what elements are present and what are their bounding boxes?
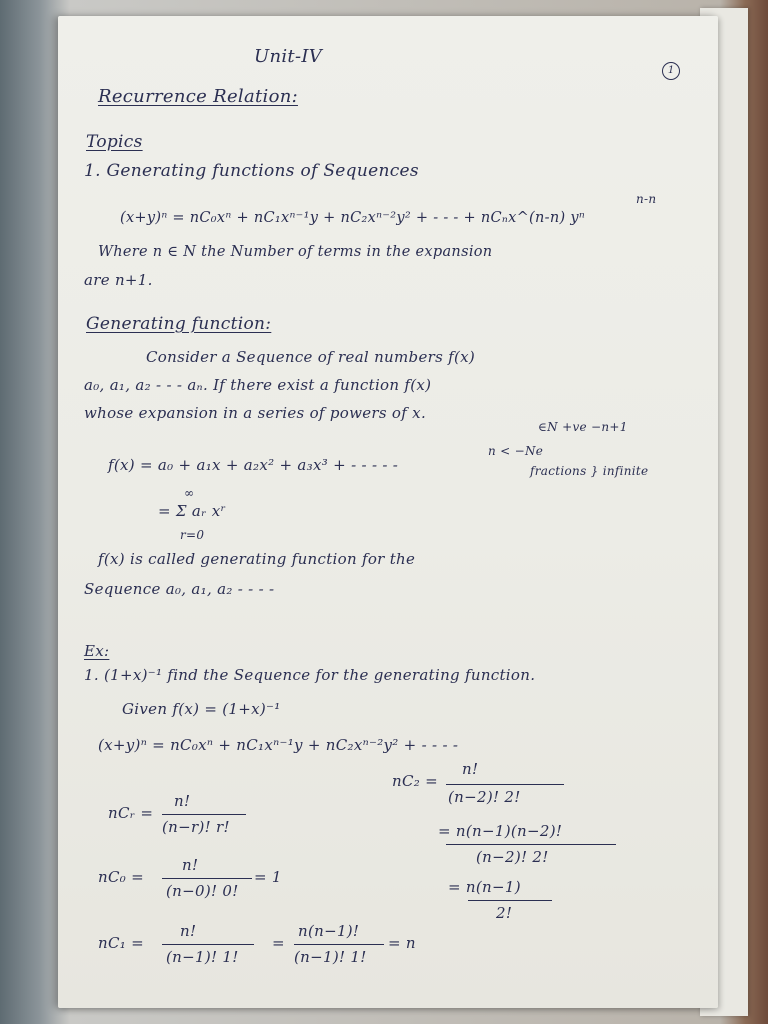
sum-lower-limit: r=0 — [180, 528, 205, 542]
called-line-1: f(x) is called generating function for the — [98, 550, 416, 568]
page-title: Recurrence Relation: — [98, 86, 298, 107]
nc0-result: = 1 — [254, 868, 282, 886]
sum-expression: = Σ aᵣ xʳ — [158, 502, 226, 520]
ncr-lhs: nCᵣ = — [108, 804, 154, 822]
nc0-numerator: n! — [182, 856, 199, 874]
nc2-final-bar — [468, 900, 552, 901]
nc1-lhs: nC₁ = — [98, 934, 144, 952]
nc1-numerator: n! — [180, 922, 197, 940]
binomial-expansion: (x+y)ⁿ = nC₀xⁿ + nC₁xⁿ⁻¹y + nC₂xⁿ⁻²y² + - - - + nCₙx^(n-n) yⁿ — [120, 210, 585, 226]
nc2-fraction-bar — [446, 784, 564, 785]
nc1-denominator: (n−1)! 1! — [166, 948, 239, 966]
unit-header: Unit-IV — [254, 46, 323, 67]
nc2-final-denominator: 2! — [496, 904, 513, 922]
nc2-final-numerator: = n(n−1) — [448, 878, 521, 896]
nc2-step-numerator: = n(n−1)(n−2)! — [438, 822, 563, 840]
gf-definition-2: a₀, a₁, a₂ - - - aₙ. If there exist a function f(x) — [84, 376, 432, 394]
example-label: Ex: — [84, 642, 110, 660]
nc0-fraction-bar — [162, 878, 252, 879]
called-line-2: Sequence a₀, a₁, a₂ - - - - — [84, 580, 275, 598]
nc2-numerator: n! — [462, 760, 479, 778]
ncr-denominator: (n−r)! r! — [162, 818, 230, 836]
topics-heading: Topics — [86, 132, 143, 152]
fx-series: f(x) = a₀ + a₁x + a₂x² + a₃x³ + - - - - - — [108, 456, 399, 474]
nc2-step-bar — [446, 844, 616, 845]
where-line-1: Where n ∈ N the Number of terms in the expansion — [98, 244, 493, 260]
expansion-2: (x+y)ⁿ = nC₀xⁿ + nC₁xⁿ⁻¹y + nC₂xⁿ⁻²y² + - - - - — [98, 736, 459, 754]
side-note-3: fractions } infinite — [530, 464, 649, 478]
nc1-result: = n — [388, 934, 416, 952]
nc1-fraction-bar — [162, 944, 254, 945]
nc2-step-denominator: (n−2)! 2! — [476, 848, 549, 866]
sum-upper-limit: ∞ — [184, 486, 195, 500]
nc0-lhs: nC₀ = — [98, 868, 144, 886]
gf-heading: Generating function: — [86, 314, 272, 334]
nc2-lhs: nC₂ = — [392, 772, 438, 790]
binomial-exponent-note: n-n — [636, 192, 657, 206]
notebook-page — [58, 16, 718, 1008]
ncr-fraction-bar — [162, 814, 246, 815]
page-number: 1 — [662, 62, 680, 80]
nc1-mid-bar — [294, 944, 384, 945]
nc1-mid-numerator: n(n−1)! — [298, 922, 360, 940]
topic-1: 1. Generating functions of Sequences — [84, 161, 419, 181]
nc2-denominator: (n−2)! 2! — [448, 788, 521, 806]
nc0-denominator: (n−0)! 0! — [166, 882, 239, 900]
side-note-2: n < −Ne — [488, 444, 544, 458]
given-line: Given f(x) = (1+x)⁻¹ — [122, 700, 281, 718]
nc1-mid-equals: = — [272, 934, 285, 952]
gf-definition-3: whose expansion in a series of powers of x. — [84, 404, 427, 422]
nc1-mid-denominator: (n−1)! 1! — [294, 948, 367, 966]
example-1: 1. (1+x)⁻¹ find the Sequence for the generating function. — [84, 666, 536, 684]
where-line-2: are n+1. — [84, 271, 153, 289]
gf-definition-1: Consider a Sequence of real numbers f(x) — [146, 348, 476, 366]
side-note-1: ∈N +ve −n+1 — [538, 420, 628, 434]
ncr-numerator: n! — [174, 792, 191, 810]
